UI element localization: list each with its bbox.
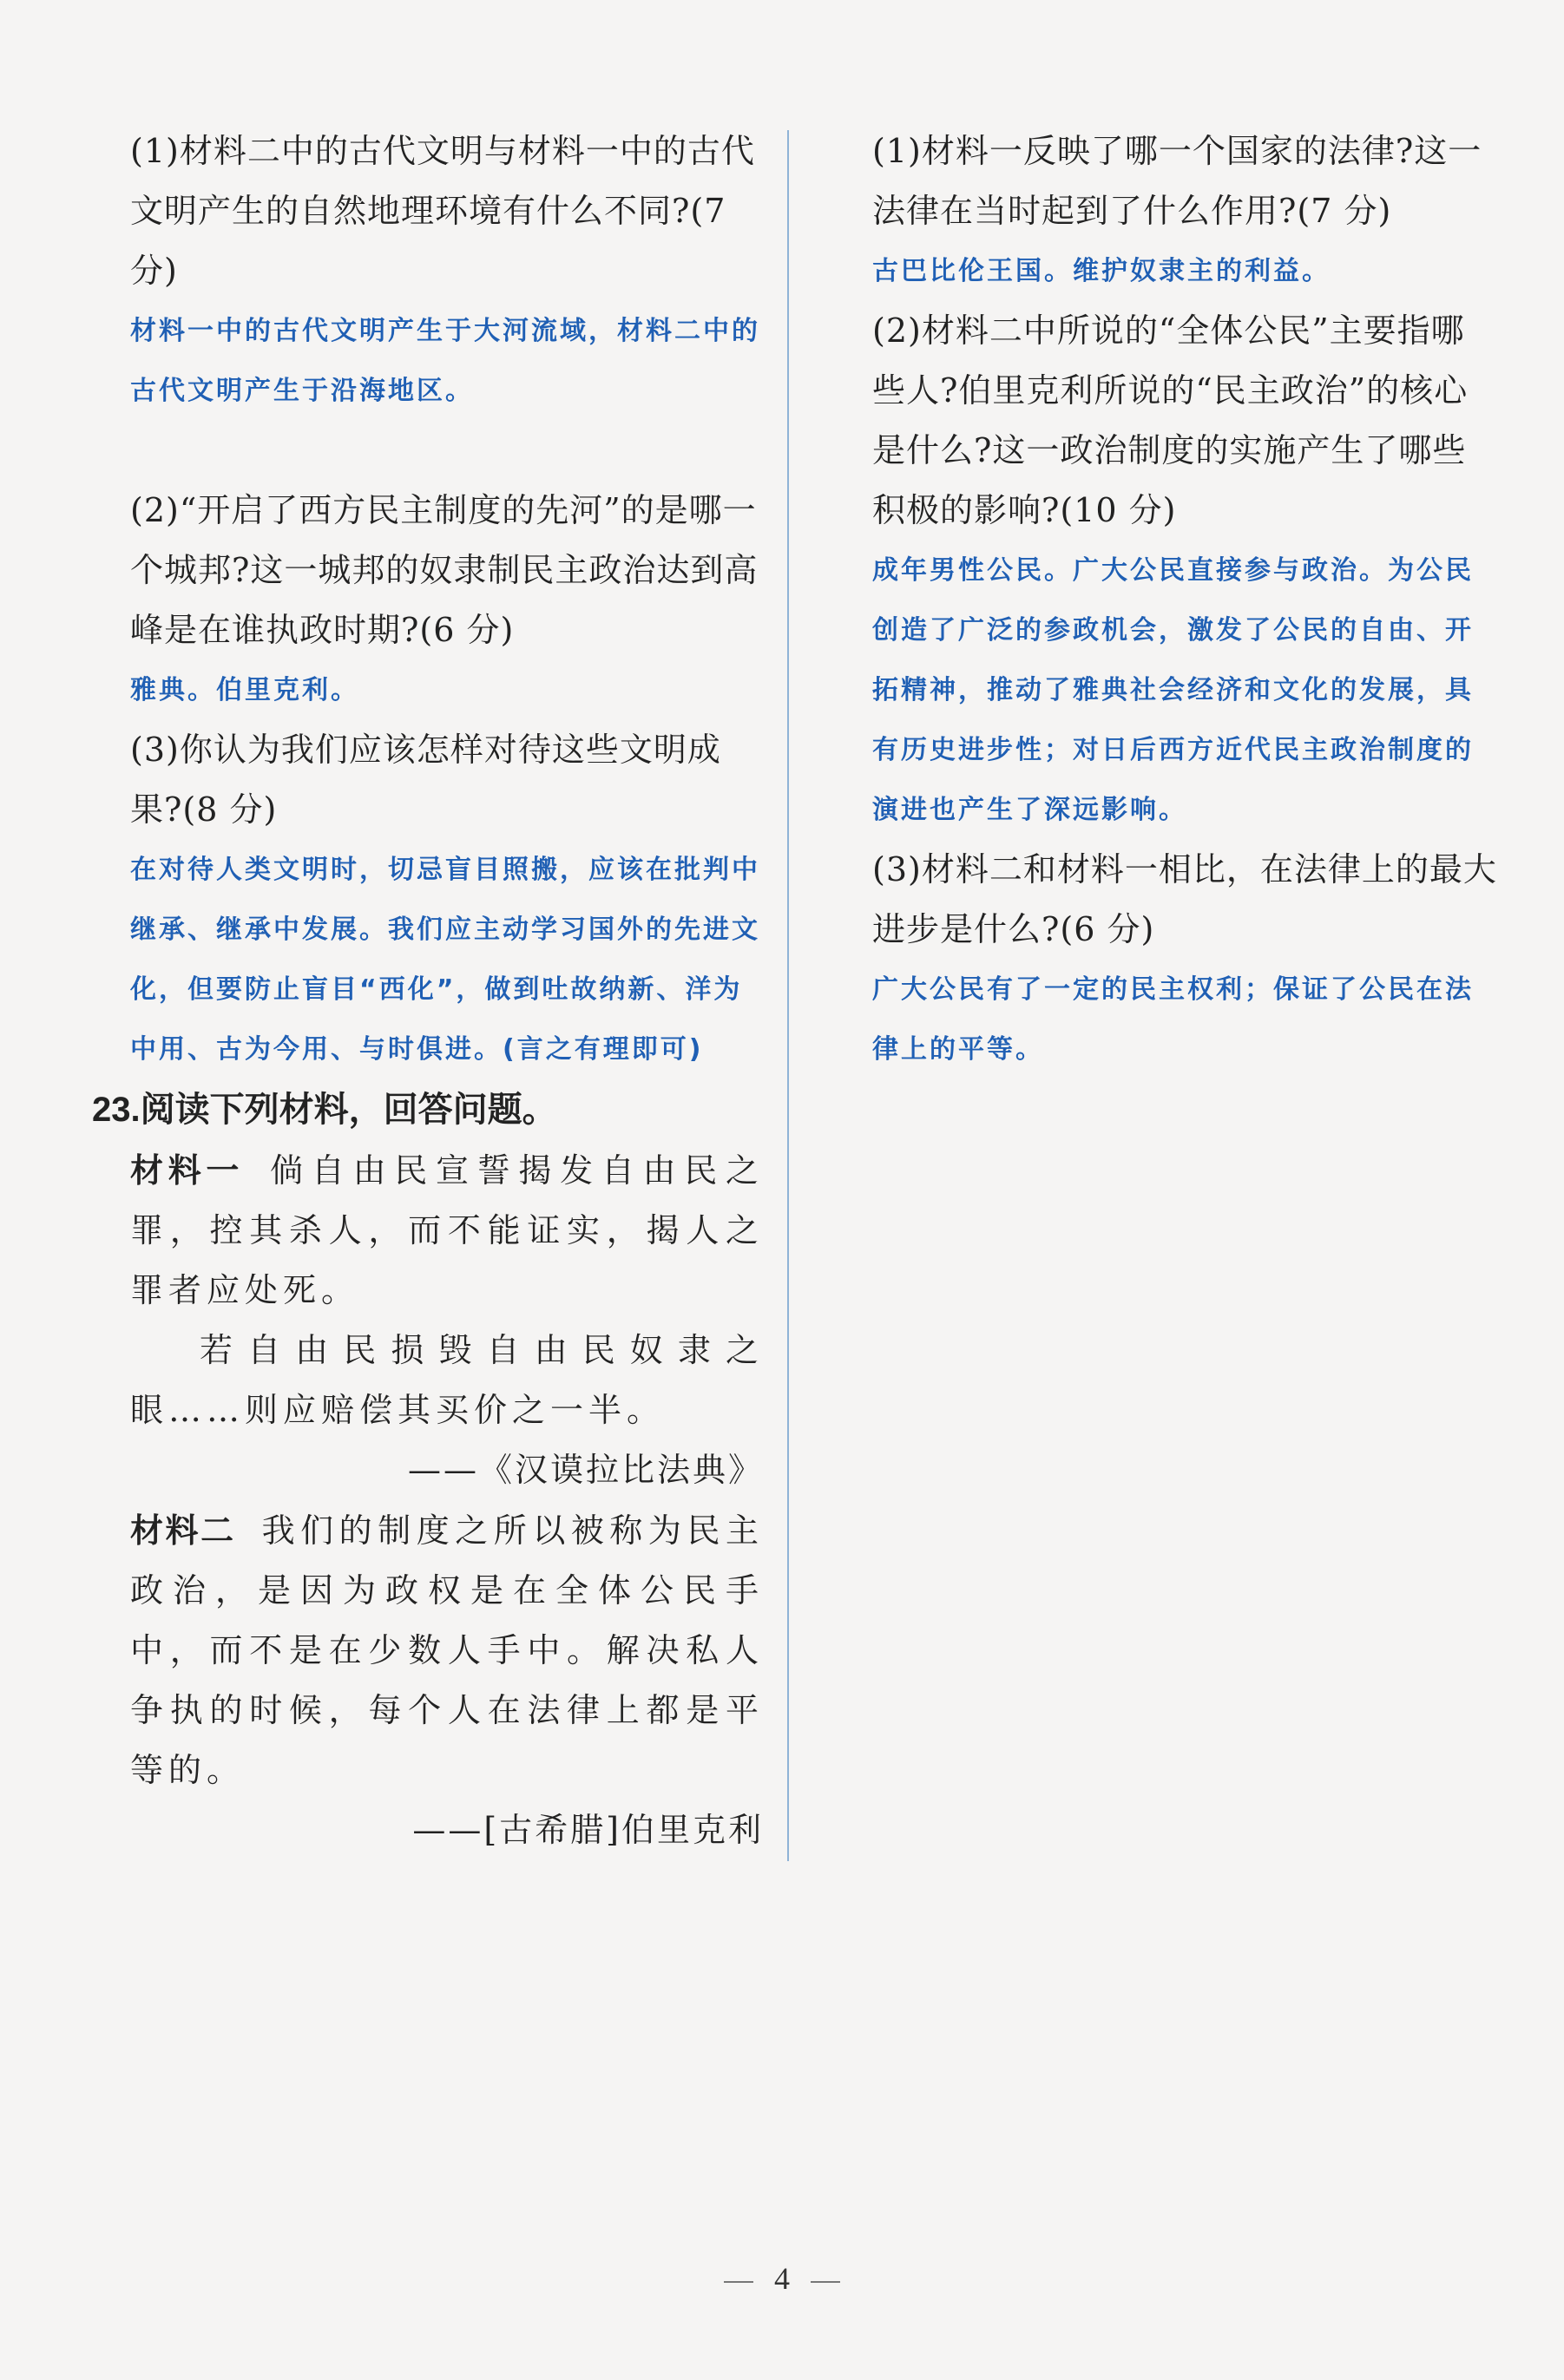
answer-23-2: 成年男性公民。广大公民直接参与政治。为公民创造了广泛的参政机会，激发了公民的自由、开拓精神，推动了雅典社会经济和文化的发展，具有历史进步性；对日后西方近代民主政治制度的演进也产生了深远影响。 [872,555,1474,825]
material-1-paragraph-1 [130,1140,764,1321]
answer-22-3: 在对待人类文明时，切忌盲目照搬，应该在批判中继承、继承中发展。我们应主动学习国外的先进文化，但要防止盲目“西化”，做到吐故纳新、洋为中用、古为今用、与时俱进。(言之有理即可) [130,855,760,1065]
material-1-label: 材料一 [130,1151,245,1190]
question-23-3: (3)材料二和材料一相比，在法律上的最大进步是什么?(6 分) [872,850,1497,948]
material-2-paragraph [130,1500,764,1800]
right-column [872,121,1497,1079]
answer-23-1: 古巴比伦王国。维护奴隶主的利益。 [872,256,1331,286]
footer-dash-right [811,2281,840,2283]
page-number: 4 [774,2261,790,2296]
column-divider [787,130,789,1861]
material-1-paragraph-2: 若自由民损毁自由民奴隶之眼……则应赔偿其买价之一半。 [130,1331,764,1429]
material-2-source: ——[古希腊]伯里克利 [412,1811,764,1849]
material-1-source: ——《汉谟拉比法典》 [407,1451,764,1489]
footer-dash-left [724,2281,753,2283]
answer-23-3: 广大公民有了一定的民主权利；保证了公民在法律上的平等。 [872,974,1474,1065]
question-23-2: (2)材料二中所说的“全体公民”主要指哪些人?伯里克利所说的“民主政治”的核心是什么?这一政治制度的实施产生了哪些积极的影响?(10 分) [872,311,1469,529]
question-22-2: (2)“开启了西方民主制度的先河”的是哪一个城邦?这一城邦的奴隶制民主政治达到高峰是在谁执政时期?(6 分) [130,491,759,649]
question-23-stem: 阅读下列材料，回答问题。 [140,1089,557,1130]
spacer [130,421,764,481]
material-1-text-1: 倘自由民宣誓揭发自由民之罪，控其杀人，而不能证实，揭人之罪者应处死。 [130,1151,764,1309]
answer-22-1: 材料一中的古代文明产生于大河流域，材料二中的古代文明产生于沿海地区。 [130,316,760,406]
answer-22-2: 雅典。伯里克利。 [130,675,359,705]
material-2-text: 我们的制度之所以被称为民主政治，是因为政权是在全体公民手中，而不是在少数人手中。解决私人争执的时候，每个人在法律上都是平等的。 [130,1511,764,1789]
question-23-header [92,1079,764,1140]
question-23-1: (1)材料一反映了哪一个国家的法律?这一法律在当时起到了什么作用?(7 分) [872,132,1482,230]
left-column [92,121,764,1860]
question-22-3: (3)你认为我们应该怎样对待这些文明成果?(8 分) [130,731,721,829]
question-23-number: 23. [92,1091,141,1129]
page-footer [0,2260,1564,2297]
question-22-1: (1)材料二中的古代文明与材料一中的古代文明产生的自然地理环境有什么不同?(7 分) [130,132,755,290]
material-2-label: 材料二 [130,1511,236,1550]
